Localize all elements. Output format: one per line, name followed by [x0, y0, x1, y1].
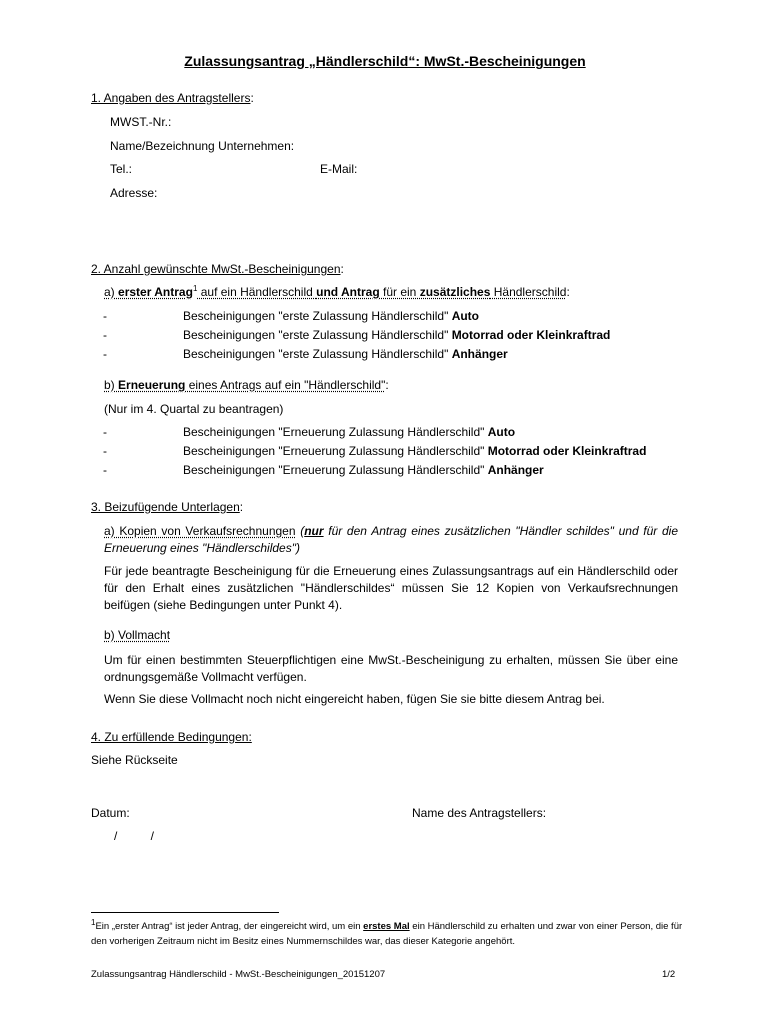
list-item: [183, 463, 544, 477]
footnote-first-time: erstes Mal: [363, 921, 410, 932]
footnote-divider: [91, 912, 279, 913]
list-dash: -: [103, 328, 107, 342]
list-item-type: Auto: [487, 425, 516, 439]
first-application-text-1: auf ein Händlerschild: [197, 285, 317, 299]
section4-heading: 4. Zu erfüllende Bedingungen:: [91, 730, 252, 744]
list-item-text: Bescheinigungen "Erneuerung Zulassung Händlerschild": [183, 463, 488, 477]
invoice-copies-note: für den Antrag eines zusätzlichen "Händler schildes" und für die Erneuerung eines "Händlerschildes"): [104, 524, 679, 555]
list-dash: -: [103, 425, 107, 439]
renewal-prefix: b): [104, 378, 119, 392]
list-item-text: Bescheinigungen "erste Zulassung Händlerschild": [183, 328, 452, 342]
mwst-label: MWST.-Nr.:: [110, 115, 172, 129]
company-name-label: Name/Bezeichnung Unternehmen:: [110, 139, 295, 153]
list-item-type: Anhänger: [451, 347, 508, 361]
first-application-text-3: Händlerschild: [490, 285, 567, 299]
section2-heading-text: 2. Anzahl gewünschte MwSt.-Bescheinigungen: [91, 262, 341, 276]
email-label: E-Mail:: [320, 162, 358, 176]
first-application-text-2: für ein: [379, 285, 420, 299]
section1-heading: [91, 91, 254, 105]
section3-heading-colon: :: [239, 500, 244, 514]
renewal-colon: :: [385, 378, 389, 392]
footnote-text-2: ein Händlerschild zu erhalten und zwar von einer Person, die für den vorherigen Zeitraum nicht im Besitz eines Nummernschildes war, das dieser Kategorie angehört.: [91, 921, 683, 947]
applicant-name-label: Name des Antragstellers:: [412, 806, 547, 820]
list-item: [183, 328, 610, 342]
page-number: 1/2: [662, 969, 676, 980]
list-item-type: Motorrad oder Kleinkraftrad: [451, 328, 611, 342]
renewal-text: eines Antrags auf ein "Händlerschild": [185, 378, 386, 392]
date-placeholder: / /: [114, 829, 155, 843]
section2-heading-colon: :: [340, 262, 344, 276]
invoice-copies-body: Für jede beantragte Bescheinigung für die Erneuerung eines Zulassungsantrags auf ein Händlerschild oder für den Erhalt eines zusätzlichen "Händlerschildes“ müssen Sie 12 Kopien von Verkaufsrechnungen beifügen (siehe Bedingungen unter Punkt 4).: [104, 564, 678, 612]
invoice-copies-only: nur: [304, 524, 324, 538]
section3-heading-text: 3. Beizufügende Unterlagen: [91, 500, 240, 514]
list-dash: -: [103, 347, 107, 361]
footnote-text-1: Ein „erster Antrag“ ist jeder Antrag, der eingereicht wird, um ein: [95, 921, 364, 932]
see-reverse-text: Siehe Rückseite: [91, 753, 178, 767]
invoice-copies-heading: [104, 523, 678, 557]
list-item-type: Motorrad oder Kleinkraftrad: [487, 444, 647, 458]
footnote-ref: 1: [192, 284, 198, 293]
document-footer-id: Zulassungsantrag Händlerschild - MwSt.-Bescheinigungen_20151207: [91, 969, 386, 980]
list-dash: -: [103, 309, 107, 323]
section1-heading-colon: :: [250, 91, 254, 105]
power-of-attorney-heading: [104, 628, 170, 642]
invoice-copies-label: a) Kopien von Verkaufsrechnungen: [104, 524, 296, 538]
power-of-attorney-label: b) Vollmacht: [104, 628, 171, 642]
address-label: Adresse:: [110, 186, 158, 200]
first-application-line: [104, 285, 570, 299]
power-of-attorney-body: Um für einen bestimmten Steuerpflichtigen eine MwSt.-Bescheinigung zu erhalten, müssen Sie über eine ordnungsgemäße Vollmacht verfügen.: [104, 653, 678, 684]
list-dash: -: [103, 463, 107, 477]
list-item-text: Bescheinigungen "erste Zulassung Händlerschild": [183, 309, 452, 323]
tel-label: Tel.:: [110, 162, 133, 176]
first-application-term: erster Antrag: [118, 285, 193, 299]
section3-heading: [91, 500, 243, 514]
first-application-prefix: a): [104, 285, 119, 299]
footnote: [91, 919, 691, 949]
list-item: [183, 309, 479, 323]
power-of-attorney-instruction: Wenn Sie diese Vollmacht noch nicht eingereicht haben, fügen Sie sie bitte diesem Antrag bei.: [104, 692, 605, 706]
list-item-text: Bescheinigungen "erste Zulassung Händlerschild": [183, 347, 452, 361]
section2-heading: [91, 262, 344, 276]
renewal-note: (Nur im 4. Quartal zu beantragen): [104, 402, 284, 416]
first-application-and: und Antrag: [316, 285, 380, 299]
footnote-number: 1: [91, 917, 96, 927]
renewal-term: Erneuerung: [118, 378, 186, 392]
list-item-type: Anhänger: [487, 463, 544, 477]
section1-heading-text: 1. Angaben des Antragstellers: [91, 91, 251, 105]
list-item: [183, 425, 515, 439]
document-title: Zulassungsantrag „Händlerschild“: MwSt.-Bescheinigungen: [184, 53, 586, 69]
list-dash: -: [103, 444, 107, 458]
renewal-line: [104, 378, 389, 392]
first-application-colon: :: [566, 285, 570, 299]
first-application-additional: zusätzliches: [419, 285, 491, 299]
list-item: [183, 347, 508, 361]
list-item-text: Bescheinigungen "Erneuerung Zulassung Händlerschild": [183, 425, 488, 439]
invoice-copies-paren: (: [300, 524, 305, 538]
list-item: [183, 444, 646, 458]
list-item-text: Bescheinigungen "Erneuerung Zulassung Händlerschild": [183, 444, 488, 458]
date-label: Datum:: [91, 806, 130, 820]
list-item-type: Auto: [451, 309, 480, 323]
